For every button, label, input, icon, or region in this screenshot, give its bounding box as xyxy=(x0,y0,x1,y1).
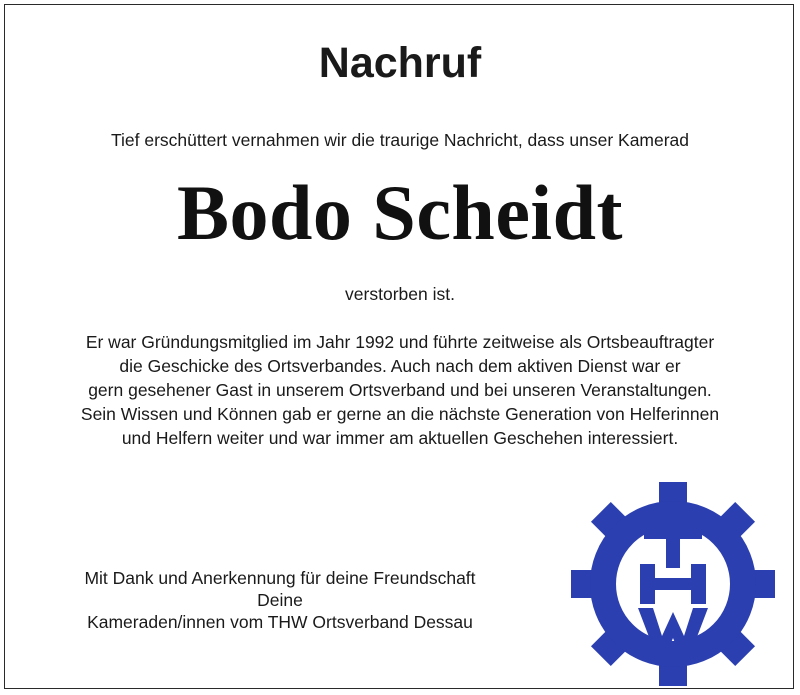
biography-line: gern gesehener Gast in unserem Ortsverband und bei unseren Veranstaltungen. xyxy=(88,380,712,400)
logo-letter-h xyxy=(640,564,706,604)
biography-line: und Helfern weiter und war immer am aktuellen Geschehen interessiert. xyxy=(121,428,679,448)
died-text: verstorben ist. xyxy=(345,284,455,304)
logo-letter-t xyxy=(638,522,708,568)
thw-gear-logo-icon xyxy=(568,478,778,688)
biography-text xyxy=(0,330,800,450)
closing-line: Mit Dank und Anerkennung für deine Freundschaft xyxy=(84,568,476,588)
biography-line: Sein Wissen und Können gab er gerne an die nächste Generation von Helferinnen xyxy=(80,404,720,424)
biography-line: Er war Gründungsmitglied im Jahr 1992 und führte zeitweise als Ortsbeauftragter xyxy=(85,332,715,352)
biography-line: die Geschicke des Ortsverbandes. Auch nach dem aktiven Dienst war er xyxy=(119,356,681,376)
intro-text: Tief erschüttert vernahmen wir die traurige Nachricht, dass unser Kamerad xyxy=(110,130,690,150)
closing-line: Kameraden/innen vom THW Ortsverband Dessau xyxy=(87,612,473,632)
closing-line: Deine xyxy=(257,590,303,610)
deceased-name: Bodo Scheidt xyxy=(177,169,623,256)
notice-title: Nachruf xyxy=(318,39,482,87)
closing-text xyxy=(20,567,540,633)
